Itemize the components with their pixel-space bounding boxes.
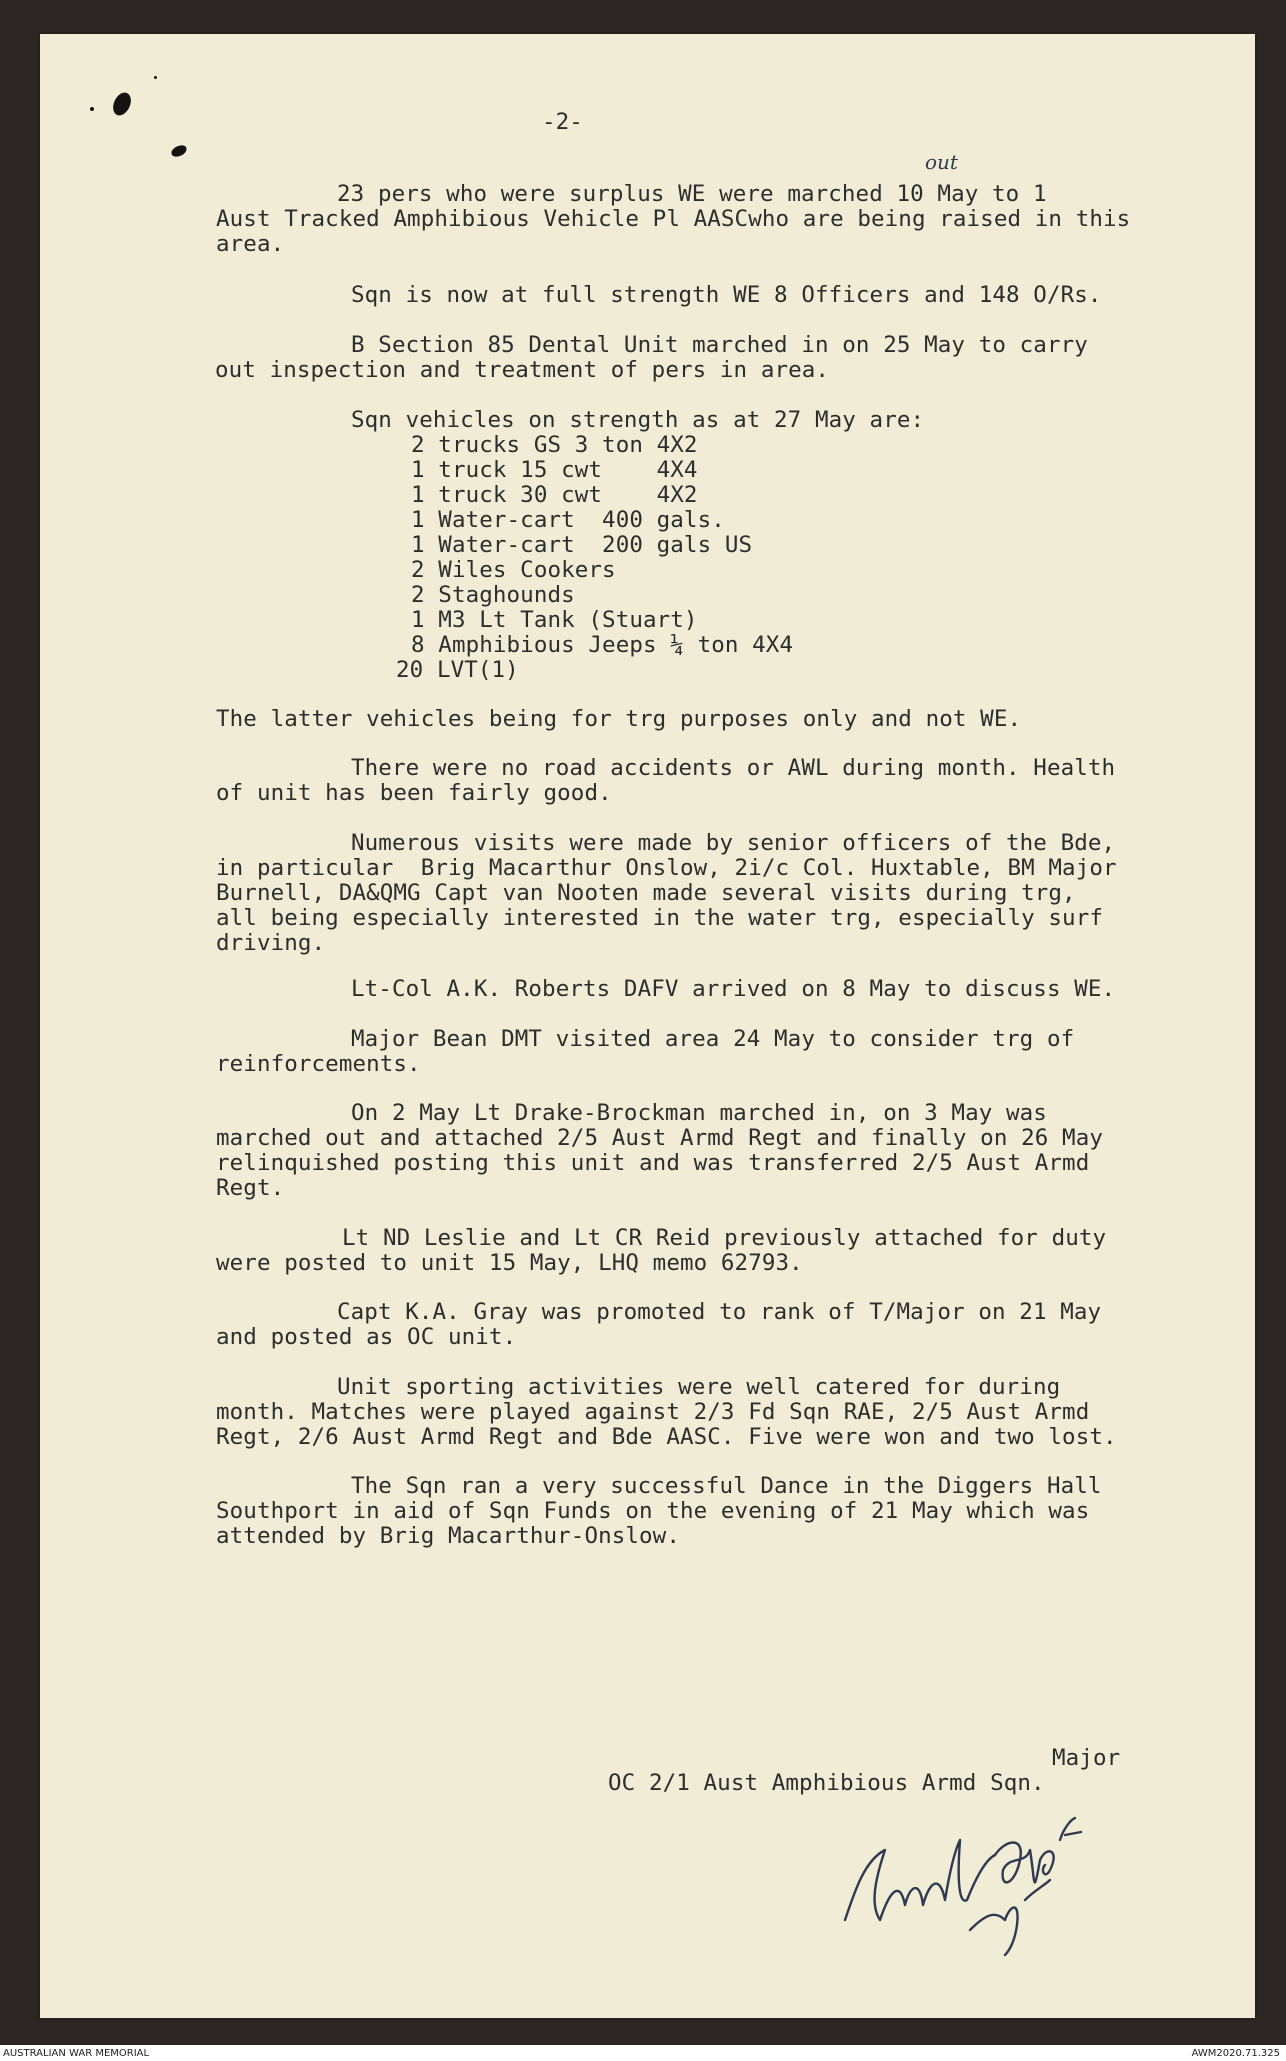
text-line: Burnell, DA&QMG Capt van Nooten made several visits during trg,	[216, 880, 1076, 906]
ink-blot	[90, 107, 94, 111]
text-line: On 2 May Lt Drake-Brockman marched in, on 3 May was	[351, 1100, 1047, 1126]
vehicle-list-item: 2 Wiles Cookers	[411, 557, 616, 583]
text-line: Southport in aid of Sqn Funds on the evening of 21 May which was	[216, 1498, 1090, 1524]
ink-blot	[170, 143, 189, 159]
vehicle-list-item: 1 Water-cart 200 gals US	[411, 532, 753, 558]
text-line: of unit has been fairly good.	[216, 780, 612, 806]
text-line: month. Matches were played against 2/3 Fd Sqn RAE, 2/5 Aust Armd	[216, 1399, 1090, 1425]
text-line: and posted as OC unit.	[216, 1324, 517, 1350]
text-line: area.	[216, 231, 285, 257]
text-line: Sqn is now at full strength WE 8 Officers and 148 O/Rs.	[351, 282, 1102, 308]
vehicle-list-item: 8 Amphibious Jeeps ¼ ton 4X4	[411, 632, 794, 658]
text-line: Numerous visits were made by senior officers of the Bde,	[351, 830, 1116, 856]
text-line: attended by Brig Macarthur-Onslow.	[216, 1523, 680, 1549]
handwritten-signature	[835, 1810, 1115, 1960]
archive-name: AUSTRALIAN WAR MEMORIAL	[3, 2048, 150, 2059]
text-line: relinquished posting this unit and was transferred 2/5 Aust Armd	[216, 1150, 1090, 1176]
text-line: 23 pers who were surplus WE were marched 10 May to 1	[337, 181, 1047, 207]
text-line: Sqn vehicles on strength as at 27 May are:	[351, 407, 925, 433]
text-line: in particular Brig Macarthur Onslow, 2i/c Col. Huxtable, BM Major	[216, 855, 1117, 881]
handwritten-insertion: out	[925, 150, 958, 174]
text-line: out inspection and treatment of pers in area.	[215, 357, 830, 383]
text-line: all being especially interested in the water trg, especially surf	[216, 905, 1103, 931]
vehicle-list-item: 1 truck 15 cwt 4X4	[411, 457, 698, 483]
text-line: Capt K.A. Gray was promoted to rank of T/Major on 21 May	[337, 1299, 1102, 1325]
archive-footer	[0, 2045, 1286, 2061]
text-line: Major Bean DMT visited area 24 May to consider trg of	[351, 1026, 1075, 1052]
text-line: Regt.	[216, 1175, 285, 1201]
text-line: Lt-Col A.K. Roberts DAFV arrived on 8 May to discuss WE.	[351, 976, 1116, 1002]
ink-blot	[110, 90, 135, 119]
text-line: B Section 85 Dental Unit marched in on 25 May to carry	[351, 332, 1088, 358]
text-line: Regt, 2/6 Aust Armd Regt and Bde AASC. Five were won and two lost.	[216, 1424, 1117, 1450]
catalogue-number: AWM2020.71.325	[1191, 2048, 1280, 2059]
text-line: driving.	[216, 930, 326, 956]
vehicle-list-item: 2 Staghounds	[411, 582, 575, 608]
text-line: marched out and attached 2/5 Aust Armd Regt and finally on 26 May	[216, 1125, 1103, 1151]
text-line: were posted to unit 15 May, LHQ memo 62793.	[216, 1250, 803, 1276]
signature-rank: Major	[1052, 1745, 1121, 1771]
page-number: -2-	[542, 109, 583, 135]
vehicle-list-item: 1 M3 Lt Tank (Stuart)	[411, 607, 698, 633]
text-line: Lt ND Leslie and Lt CR Reid previously attached for duty	[342, 1225, 1107, 1251]
text-line: There were no road accidents or AWL during month. Health	[351, 755, 1116, 781]
text-line: Unit sporting activities were well catered for during	[337, 1374, 1061, 1400]
vehicle-list-item: 2 trucks GS 3 ton 4X2	[411, 432, 698, 458]
text-line: The latter vehicles being for trg purposes only and not WE.	[216, 706, 1022, 732]
vehicle-list-item: 1 Water-cart 400 gals.	[411, 507, 725, 533]
text-line: The Sqn ran a very successful Dance in the Diggers Hall	[351, 1473, 1102, 1499]
signature-block: OC 2/1 Aust Amphibious Armd Sqn.	[608, 1770, 1045, 1796]
ink-blot	[154, 76, 157, 79]
vehicle-list-item: 20 LVT(1)	[396, 657, 519, 683]
vehicle-list-item: 1 truck 30 cwt 4X2	[411, 482, 698, 508]
text-line: reinforcements.	[216, 1051, 421, 1077]
text-line: Aust Tracked Amphibious Vehicle Pl AASCwho are being raised in this	[216, 206, 1131, 232]
